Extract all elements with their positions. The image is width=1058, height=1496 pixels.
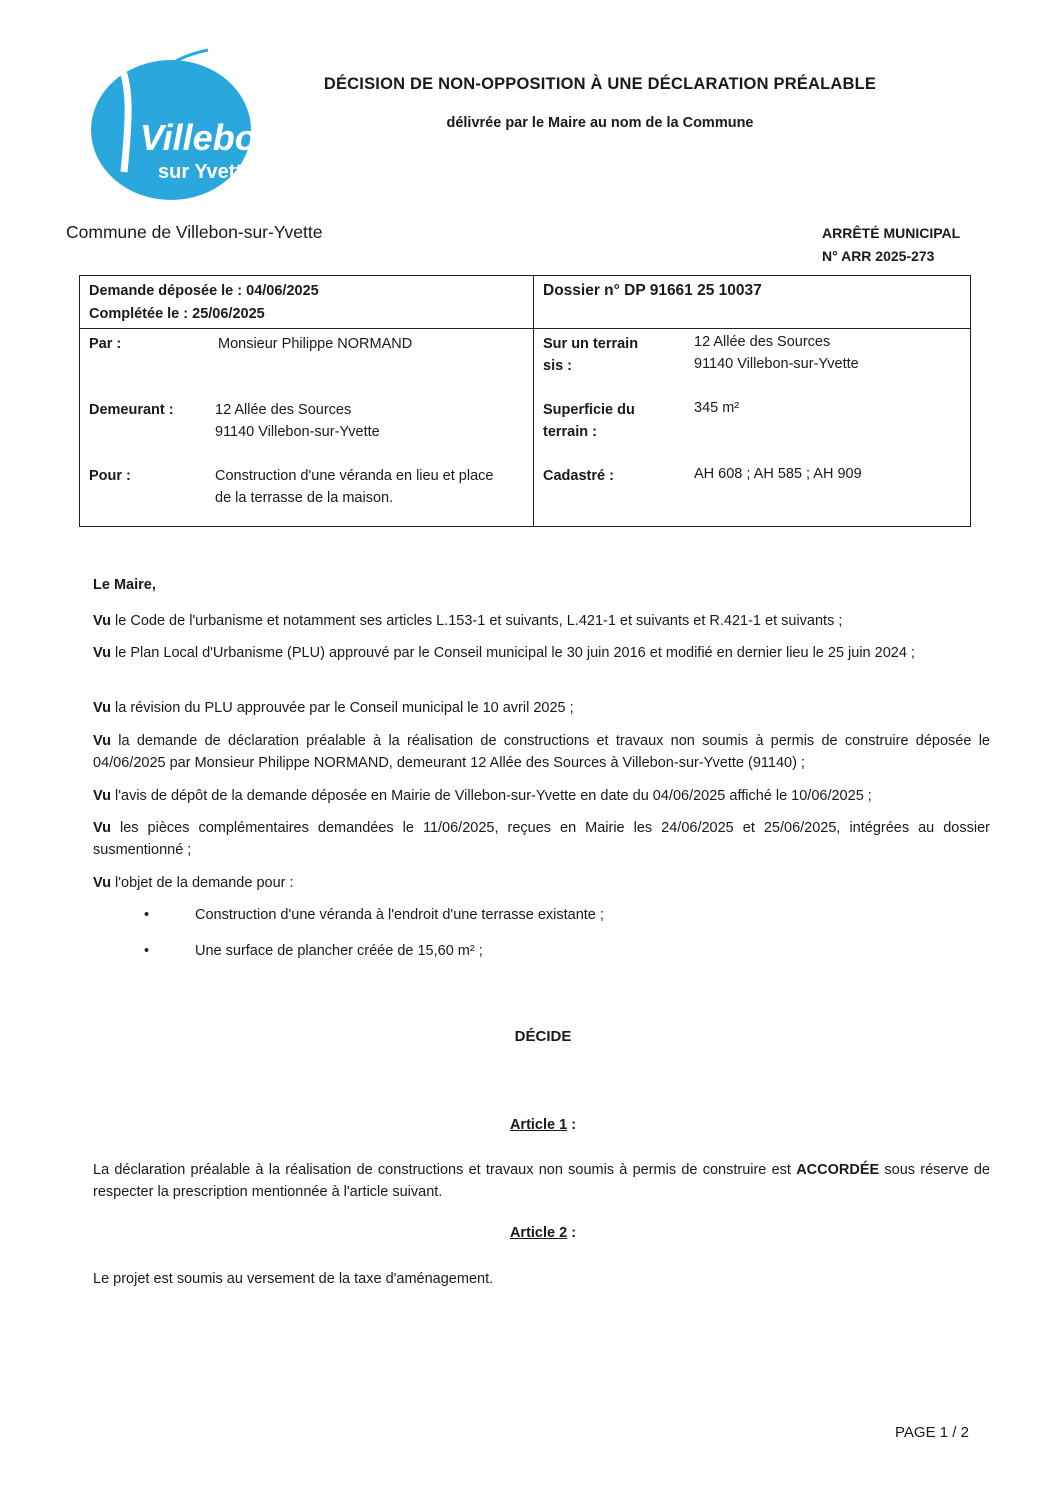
bullet-dot: • [144,943,150,959]
vu-keyword: Vu [93,733,111,749]
vu-paragraph-4 [93,730,990,774]
vu-keyword: Vu [93,700,111,716]
superficie-label-line1: Superficie du [543,402,635,418]
vu-paragraph-1 [93,610,990,632]
pour-value [215,465,493,509]
dossier-number: Dossier n° DP 91661 25 10037 [543,282,762,299]
arrete-label: ARRÊTÉ MUNICIPAL [822,225,961,241]
vu-paragraph-5 [93,785,990,807]
demande-date: Demande déposée le : 04/06/2025 [89,283,319,299]
table-divider-horizontal [79,328,971,329]
le-maire: Le Maire, [93,577,156,593]
article-1-heading [443,1117,643,1133]
vu-text-2: le Plan Local d'Urbanisme (PLU) approuvé par le Conseil municipal le 30 juin 2016 et modifié en dernier lieu le 25 juin 2024 ; [111,645,915,661]
terrain-address [694,331,859,375]
terrain-label-line1: Sur un terrain [543,336,639,352]
vu-keyword: Vu [93,788,111,804]
vu-keyword: Vu [93,820,111,836]
par-label: Par : [89,336,122,352]
vu-paragraph-3 [93,697,990,719]
completee-date: Complétée le : 25/06/2025 [89,306,265,322]
superficie-label-line2: terrain : [543,424,597,440]
article-1-text [93,1159,990,1203]
vu-text-6: les pièces complémentaires demandées le 11/06/2025, reçues en Mairie les 24/06/2025 et 25/06/2025, intégrées au dossier susmentionné ; [93,820,990,858]
vu-text-3: la révision du PLU approuvée par le Conseil municipal le 10 avril 2025 ; [111,700,574,716]
decide-heading: DÉCIDE [514,1028,572,1045]
demeurant-label: Demeurant : [89,402,174,418]
superficie-label [543,399,635,443]
vu-paragraph-2 [93,642,990,664]
article-2-text: Le projet est soumis au versement de la taxe d'aménagement. [93,1271,494,1287]
demeurant-address-line1: 12 Allée des Sources [215,402,352,418]
vu-paragraph-7 [93,872,990,894]
vu-keyword: Vu [93,613,111,629]
vu-text-4: la demande de déclaration préalable à la réalisation de constructions et travaux non soumis à permis de construire déposée le 04/06/2025 par Monsieur Philippe NORMAND, demeurant 12 Allée des Sources à Villebon-sur-Yvette (91140) ; [93,733,990,771]
cadastre-label: Cadastré : [543,468,614,484]
vu-keyword: Vu [93,645,111,661]
vu-text-7: l'objet de la demande pour : [111,875,294,891]
article-2-colon: : [567,1225,577,1241]
pour-value-line2: de la terrasse de la maison. [215,490,394,506]
logo-text-sur-yvette: sur Yvette [158,161,254,183]
page-number: PAGE 1 / 2 [895,1424,969,1441]
commune-name: Commune de Villebon-sur-Yvette [66,222,323,242]
cadastre-value: AH 608 ; AH 585 ; AH 909 [694,466,862,482]
demeurant-address [215,399,380,443]
terrain-address-line1: 12 Allée des Sources [694,334,831,350]
article-1-colon: : [567,1117,577,1133]
vu-text-5: l'avis de dépôt de la demande déposée en Mairie de Villebon-sur-Yvette en date du 04/06/2025 affiché le 10/06/2025 ; [111,788,872,804]
vu-keyword: Vu [93,875,111,891]
demeurant-address-line2: 91140 Villebon-sur-Yvette [215,424,380,440]
terrain-label [543,333,638,377]
article-1-text-after: sous réserve de respecter la prescription mentionnée à l'article suivant. [93,1162,990,1200]
vu-paragraph-6 [93,817,990,861]
document-title: DÉCISION DE NON-OPPOSITION À UNE DÉCLARATION PRÉALABLE [323,75,877,93]
bullet-item-1: Construction d'une véranda à l'endroit d'une terrasse existante ; [195,907,604,923]
table-divider-vertical [533,275,534,527]
article-2-heading [443,1225,643,1241]
article-2-title: Article 2 [509,1225,568,1241]
pour-label: Pour : [89,468,131,484]
par-value: Monsieur Philippe NORMAND [218,336,413,352]
pour-value-line1: Construction d'une véranda en lieu et place [215,468,494,484]
logo-text-villebon: Villebon [140,117,279,158]
terrain-address-line2: 91140 Villebon-sur-Yvette [694,356,859,372]
villebon-logo [88,42,279,202]
vu-text-1: le Code de l'urbanisme et notamment ses articles L.153-1 et suivants, L.421-1 et suivants et R.421-1 et suivants ; [111,613,843,629]
arrete-number: N° ARR 2025-273 [822,248,935,264]
document-subtitle: délivrée par le Maire au nom de la Commune [446,115,754,131]
terrain-label-line2: sis : [543,358,573,374]
bullet-item-2: Une surface de plancher créée de 15,60 m² ; [195,943,483,959]
arrete-reference [822,222,960,268]
superficie-value: 345 m² [694,400,740,416]
article-1-title: Article 1 [509,1117,568,1133]
article-1-text-before: La déclaration préalable à la réalisation de constructions et travaux non soumis à permis de construire est [93,1162,797,1178]
accordee-keyword: ACCORDÉE [796,1162,880,1178]
bullet-dot: • [144,907,150,923]
